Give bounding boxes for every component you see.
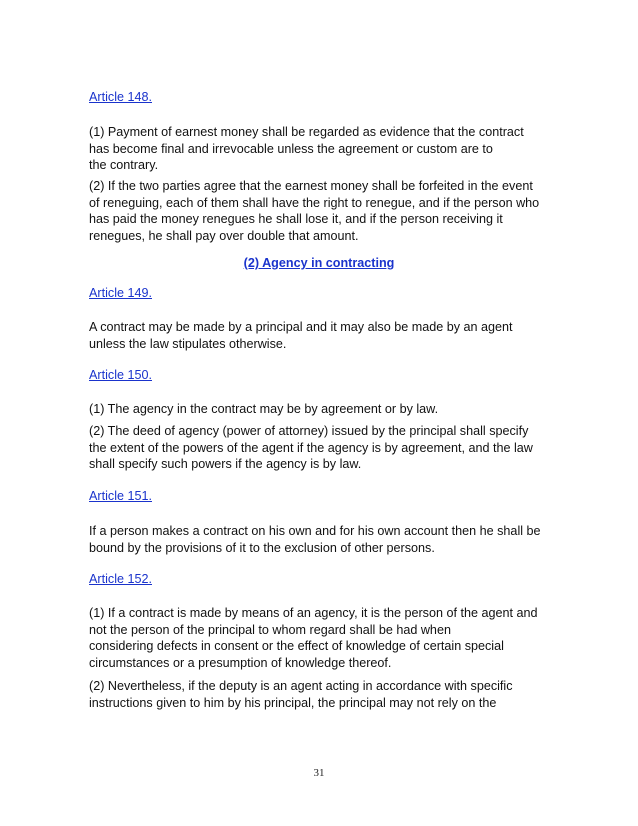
- text-line: If a person makes a contract on his own and for his own account then he shall be: [89, 524, 541, 538]
- text-line: (1) Payment of earnest money shall be regarded as evidence that the contract: [89, 125, 524, 139]
- article-150-link[interactable]: Article 150.: [89, 368, 152, 382]
- article-152-paragraph-1: [89, 605, 559, 671]
- text-line: (2) The deed of agency (power of attorney) issued by the principal shall specify: [89, 424, 529, 438]
- text-line: (1) If a contract is made by means of an agency, it is the person of the agent and: [89, 606, 538, 620]
- text-line: has paid the money renegues he shall lose it, and if the person receiving it: [89, 212, 503, 226]
- article-150-paragraph-2: [89, 423, 559, 473]
- page-number: 31: [313, 767, 325, 779]
- article-149-link[interactable]: Article 149.: [89, 286, 152, 300]
- article-148-link[interactable]: Article 148.: [89, 90, 152, 104]
- text-line: (2) If the two parties agree that the earnest money shall be forfeited in the event: [89, 179, 533, 193]
- text-line: not the person of the principal to whom regard shall be had when: [89, 622, 451, 637]
- text-line: circumstances or a presumption of knowledge thereof.: [89, 655, 392, 670]
- text-line: bound by the provisions of it to the exclusion of other persons.: [89, 540, 435, 555]
- article-149-paragraph-1: [89, 319, 559, 352]
- text-line: of reneguing, each of them shall have the right to renegue, and if the person who: [89, 195, 540, 210]
- article-152-paragraph-2: [89, 678, 559, 711]
- article-151-paragraph-1: [89, 523, 559, 556]
- text-line: the contrary.: [89, 158, 159, 172]
- article-151-link[interactable]: Article 151.: [89, 489, 152, 503]
- section-heading-link[interactable]: (2) Agency in contracting: [243, 256, 395, 270]
- text-line: the extent of the powers of the agent if the agency is by agreement, and the law: [89, 440, 533, 455]
- article-148-paragraph-1: [89, 124, 559, 174]
- section-heading: [0, 255, 638, 271]
- text-line: renegues, he shall pay over double that amount.: [89, 228, 359, 243]
- text-line: has become final and irrevocable unless the agreement or custom are to: [89, 141, 493, 156]
- text-line: A contract may be made by a principal and it may also be made by an agent: [89, 320, 513, 334]
- text-line: shall specify such powers if the agency is by law.: [89, 457, 362, 471]
- text-line: instructions given to him by his principal, the principal may not rely on the: [89, 695, 497, 710]
- text-line: (1) The agency in the contract may be by agreement or by law.: [89, 402, 439, 416]
- text-line: considering defects in consent or the effect of knowledge of certain special: [89, 639, 504, 653]
- article-150-paragraph-1: [89, 401, 559, 418]
- text-line: unless the law stipulates otherwise.: [89, 336, 287, 351]
- text-line: (2) Nevertheless, if the deputy is an agent acting in accordance with specific: [89, 679, 513, 693]
- article-148-paragraph-2: [89, 178, 559, 244]
- article-152-link[interactable]: Article 152.: [89, 572, 152, 586]
